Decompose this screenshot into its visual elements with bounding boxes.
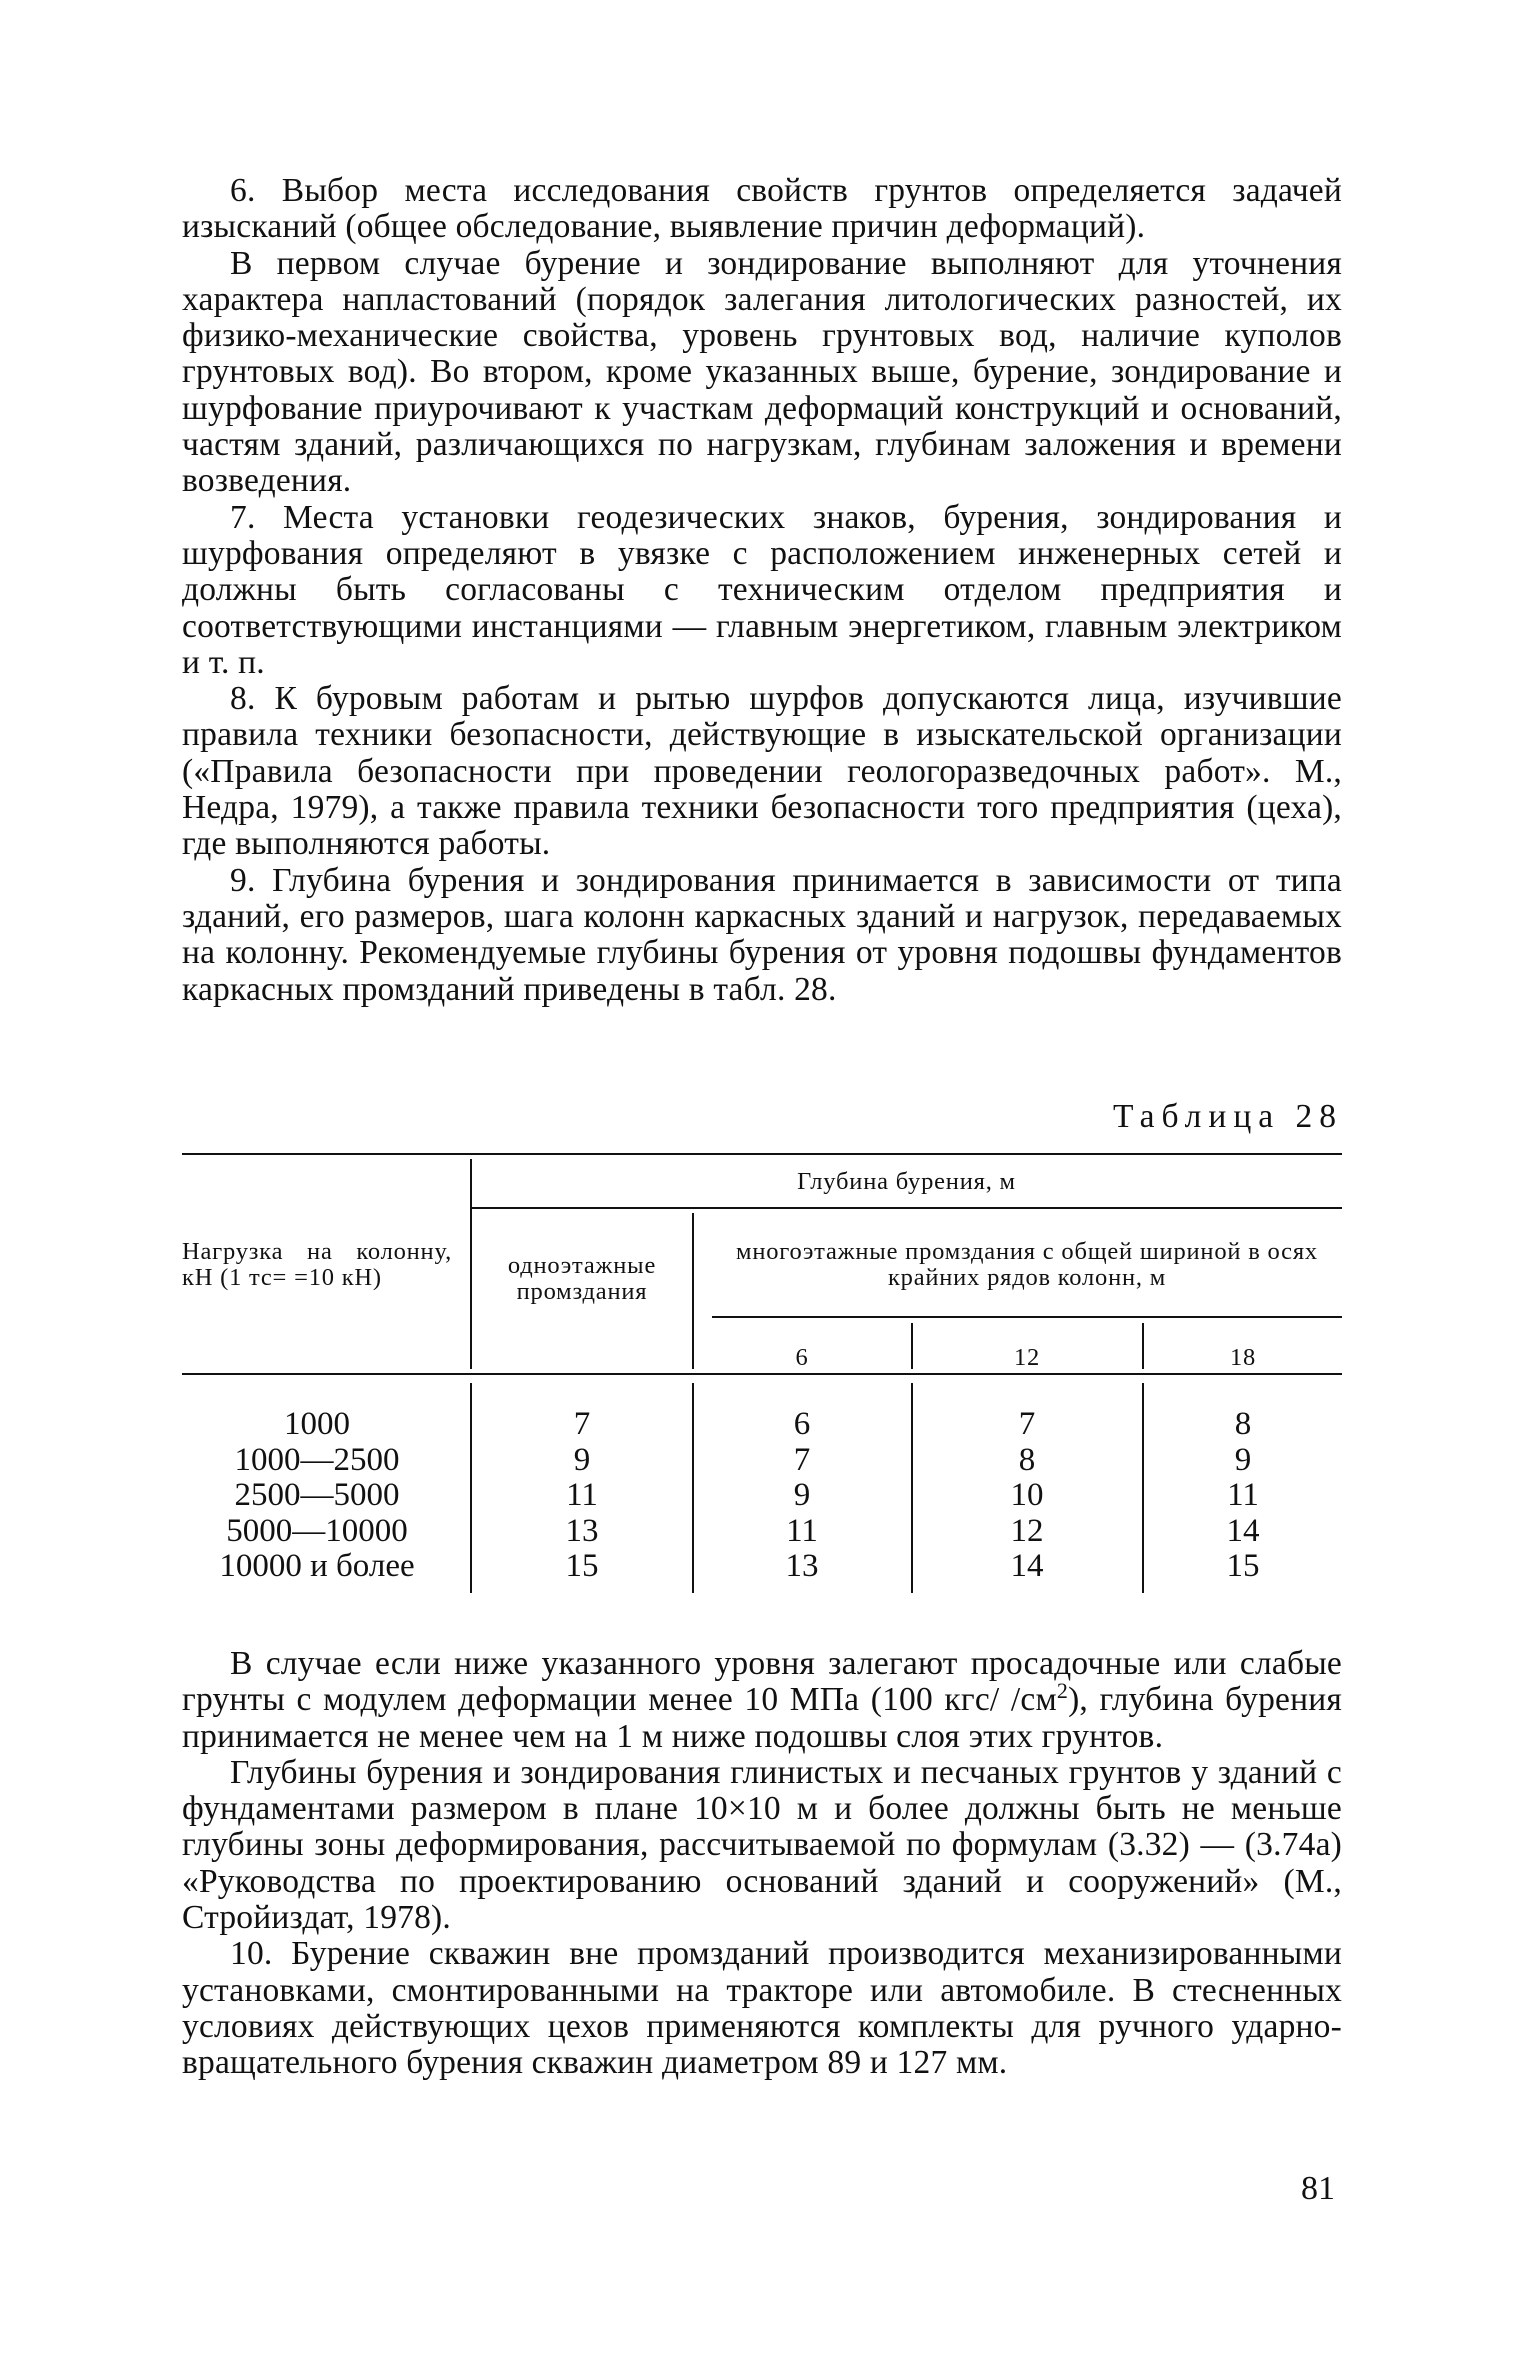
paragraph-7: 7. Места установки геодезических знаков, бурения, зондирования и шурфования определяют в увязке с расположением инженерных сетей и должны быть согласованы с техническим отделом предприятия и соответствующими инстанциями — главным энергетиком, главным электриком и т. п. <box>182 498 1342 681</box>
paragraph-6: 6. Выбор места исследования свойств грунтов определяется задачей изысканий (общее обследование, выявление причин деформаций). <box>182 172 1342 246</box>
table-cell: 14 <box>1010 1548 1044 1584</box>
paragraph-8: 8. К буровым работам и рытью шурфов допускаются лица, изучившие правила техники безопасности, действующие в изыскательской организации («Правила безопасности при проведении геологоразведочных работ». М., Недра, 1979), а также правила техники безопасности того предприятия (цеха), где выполняются работы. <box>182 680 1342 863</box>
table-cell: 7 <box>1018 1406 1036 1442</box>
header-single-storey: одноэтажные промздания <box>507 1252 657 1305</box>
column-width-12 <box>913 1407 1141 1585</box>
header-width-6: 6 <box>795 1344 809 1371</box>
header-width-12: 12 <box>1013 1344 1041 1371</box>
paragraph-6-continued: В первом случае бурение и зондирование выполняют для уточнения характера напластований (порядок залегания литологических разностей, их физико-механические свойства, уровень грунтовых вод, наличие куполов грунтовых вод). Во втором, кроме указанных выше, бурение, зондирование и шурфование приурочивают к участкам деформаций конструкций и оснований, частям зданий, различающихся по нагрузкам, глубинам заложения и времени возведения. <box>182 244 1342 500</box>
table-cell: 13 <box>785 1548 819 1584</box>
page-number: 81 <box>1301 2170 1335 2207</box>
text-run: ), глубина бурения принимается не менее чем на 1 м ниже подошвы слоя этих грунтов. <box>182 1681 1342 1755</box>
paragraph-clay-sand: Глубины бурения и зондирования глинистых и песчаных грунтов у зданий с фундаментами размером в плане 10×10 м и более должны быть не меньше глубины зоны деформирования, рассчитываемой по формулам (3.32) — (3.74а) «Руководства по проектированию оснований зданий и сооружений» (М., Стройиздат, 1978). <box>182 1753 1342 1937</box>
table-cell: 10000 и более <box>219 1548 415 1584</box>
table-col-divider <box>470 1383 472 1593</box>
column-width-18 <box>1144 1407 1342 1585</box>
header-load: Нагрузка на колонну, кН (1 тс= =10 кН) <box>182 1238 452 1291</box>
table-depth-rule <box>471 1207 1342 1209</box>
superscript: 2 <box>1056 1678 1069 1704</box>
table-cell: 15 <box>1226 1548 1260 1584</box>
header-width-18: 18 <box>1229 1344 1257 1371</box>
body-text-top <box>182 173 1342 1008</box>
table-cell: 8 <box>1018 1441 1036 1478</box>
paragraph-9: 9. Глубина бурения и зондирования принимается в зависимости от типа зданий, его размеров, шага колонн каркасных зданий и нагрузок, передаваемых на колонну. Рекомендуемые глубины бурения от уровня подошвы фундаментов каркасных промзданий приведены в табл. 28. <box>182 861 1342 1008</box>
paragraph-subsidence <box>182 1646 1342 1755</box>
table-cell: 9 <box>1234 1441 1252 1478</box>
table-multi-rule <box>712 1316 1342 1318</box>
table-cell: 2500—5000 <box>234 1477 400 1513</box>
table-header-bottom-rule <box>182 1373 1342 1375</box>
header-depth: Глубина бурения, м <box>797 1168 1016 1195</box>
table-cell: 14 <box>1226 1512 1260 1549</box>
column-width-6 <box>694 1407 910 1585</box>
table-cell: 10 <box>1010 1477 1044 1513</box>
table-cell: 9 <box>793 1477 811 1513</box>
paragraph-10: 10. Бурение скважин вне промзданий производится механизированными установками, смонтированными на тракторе или автомобиле. В стесненных условиях действующих цехов применяются комплекты для ручного ударно-вращательного бурения скважин диаметром 89 и 127 мм. <box>182 1935 1342 2082</box>
table-cell: 8 <box>1234 1406 1252 1442</box>
body-text-bottom <box>182 1646 1342 2082</box>
table-cell: 15 <box>565 1548 599 1584</box>
table-28 <box>182 1153 1342 1605</box>
table-cell: 11 <box>566 1477 598 1513</box>
table-cell: 5000—10000 <box>226 1512 408 1549</box>
table-caption: Таблица 28 <box>1112 1098 1343 1135</box>
table-cell: 11 <box>786 1512 818 1549</box>
header-multi-storey: многоэтажные промздания с общей шириной в осях крайних рядов колонн, м <box>736 1238 1318 1291</box>
table-top-rule <box>182 1153 1342 1155</box>
table-cell: 7 <box>793 1441 811 1478</box>
table-cell: 7 <box>573 1406 591 1442</box>
table-cell: 11 <box>1227 1477 1259 1513</box>
column-load <box>182 1407 452 1585</box>
table-cell: 1000—2500 <box>234 1441 400 1478</box>
table-cell: 6 <box>793 1406 811 1442</box>
text-run: В случае если ниже указанного уровня залегают просадочные или слабые грунты с модулем деформации менее 10 МПа (100 кгс/ /см <box>182 1645 1342 1719</box>
table-cell: 9 <box>573 1441 591 1478</box>
table-cell: 13 <box>565 1512 599 1549</box>
column-single <box>473 1407 691 1585</box>
table-cell: 1000 <box>284 1406 350 1442</box>
table-cell: 12 <box>1010 1512 1044 1549</box>
